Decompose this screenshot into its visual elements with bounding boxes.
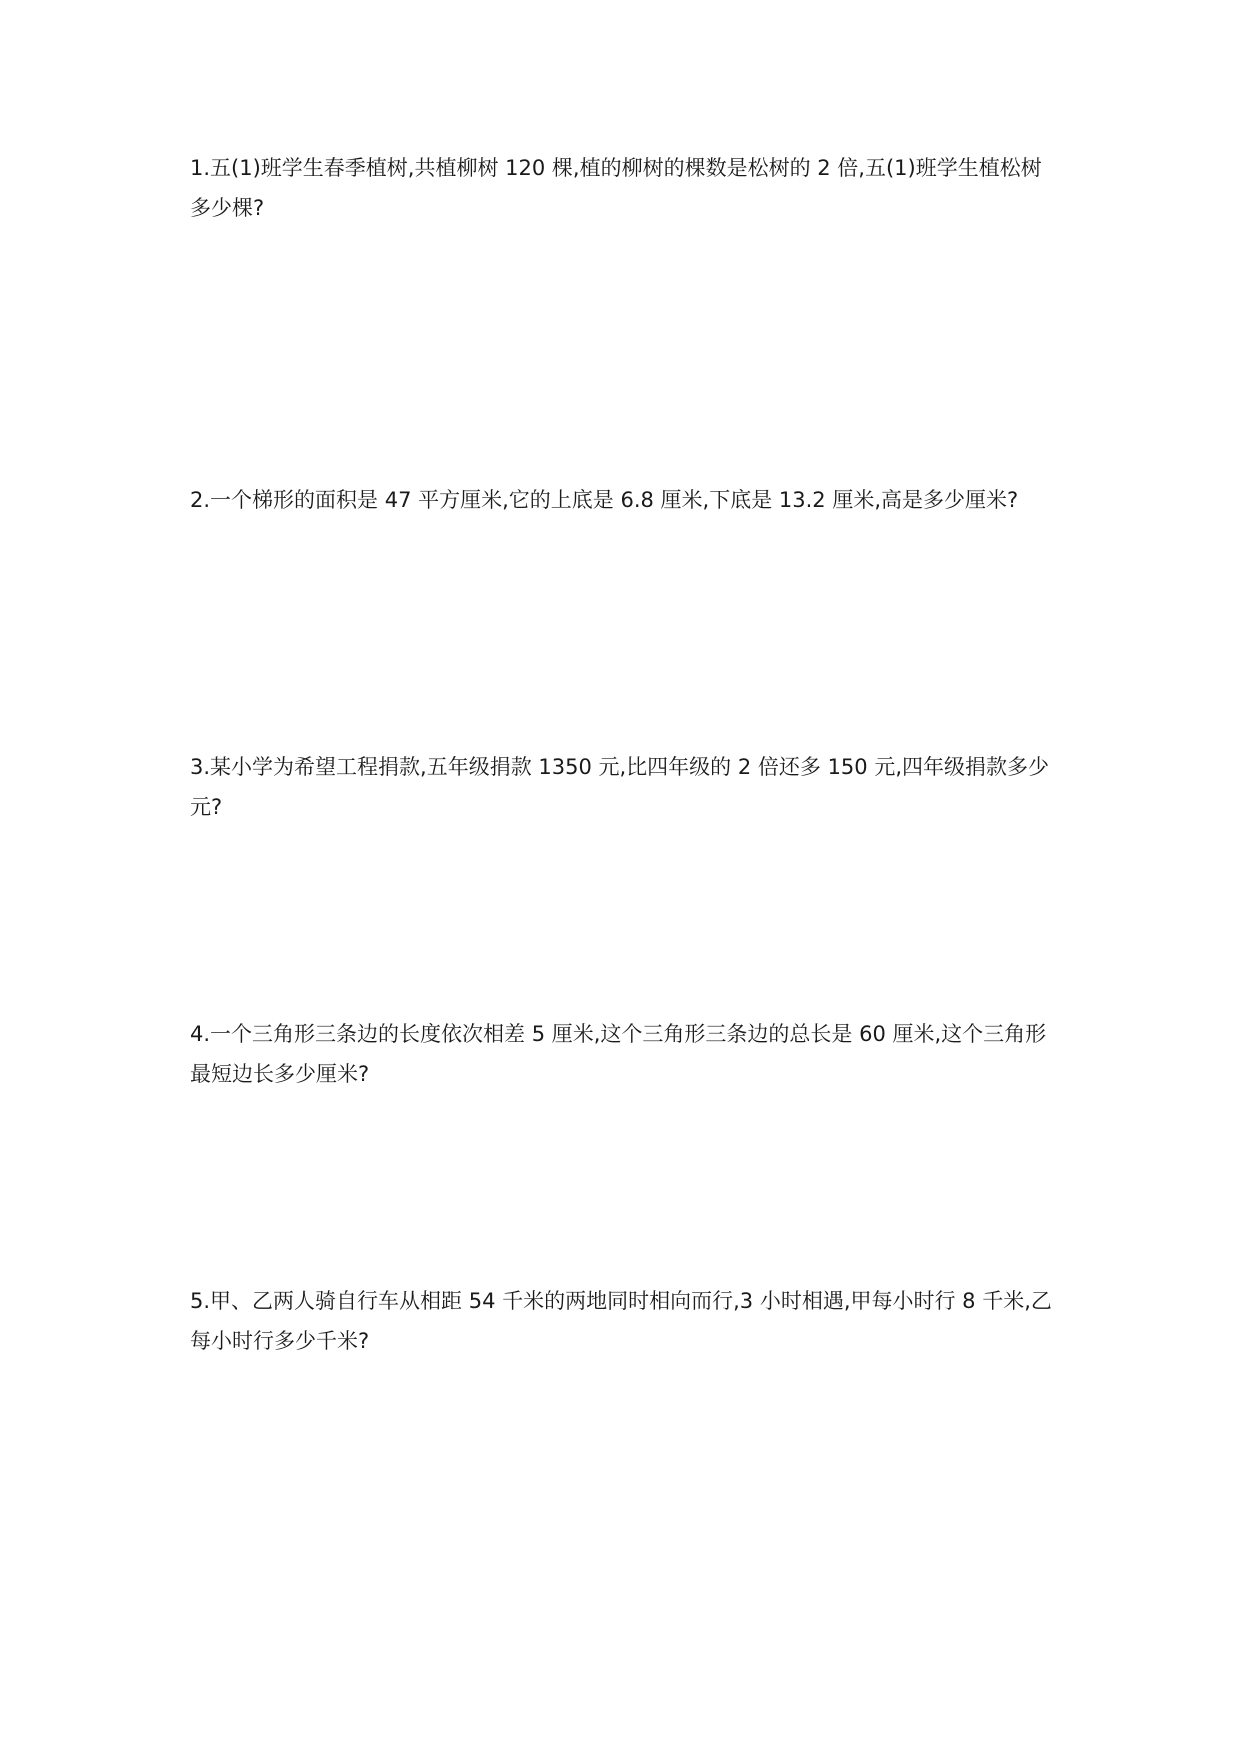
problem-3: 3.某小学为希望工程捐款,五年级捐款 1350 元,比四年级的 2 倍还多 150 元,四年级捐款多少元?: [190, 755, 1049, 819]
problem-5: 5.甲、乙两人骑自行车从相距 54 千米的两地同时相向而行,3 小时相遇,甲每小时行 8 千米,乙每小时行多少千米?: [190, 1289, 1052, 1353]
problem-4: 4.一个三角形三条边的长度依次相差 5 厘米,这个三角形三条边的总长是 60 厘米,这个三角形最短边长多少厘米?: [190, 1022, 1047, 1086]
problem-1: 1.五(1)班学生春季植树,共植柳树 120 棵,植的柳树的棵数是松树的 2 倍,五(1)班学生植松树多少棵?: [190, 156, 1042, 220]
problem-2: 2.一个梯形的面积是 47 平方厘米,它的上底是 6.8 厘米,下底是 13.2 厘米,高是多少厘米?: [190, 488, 1019, 512]
